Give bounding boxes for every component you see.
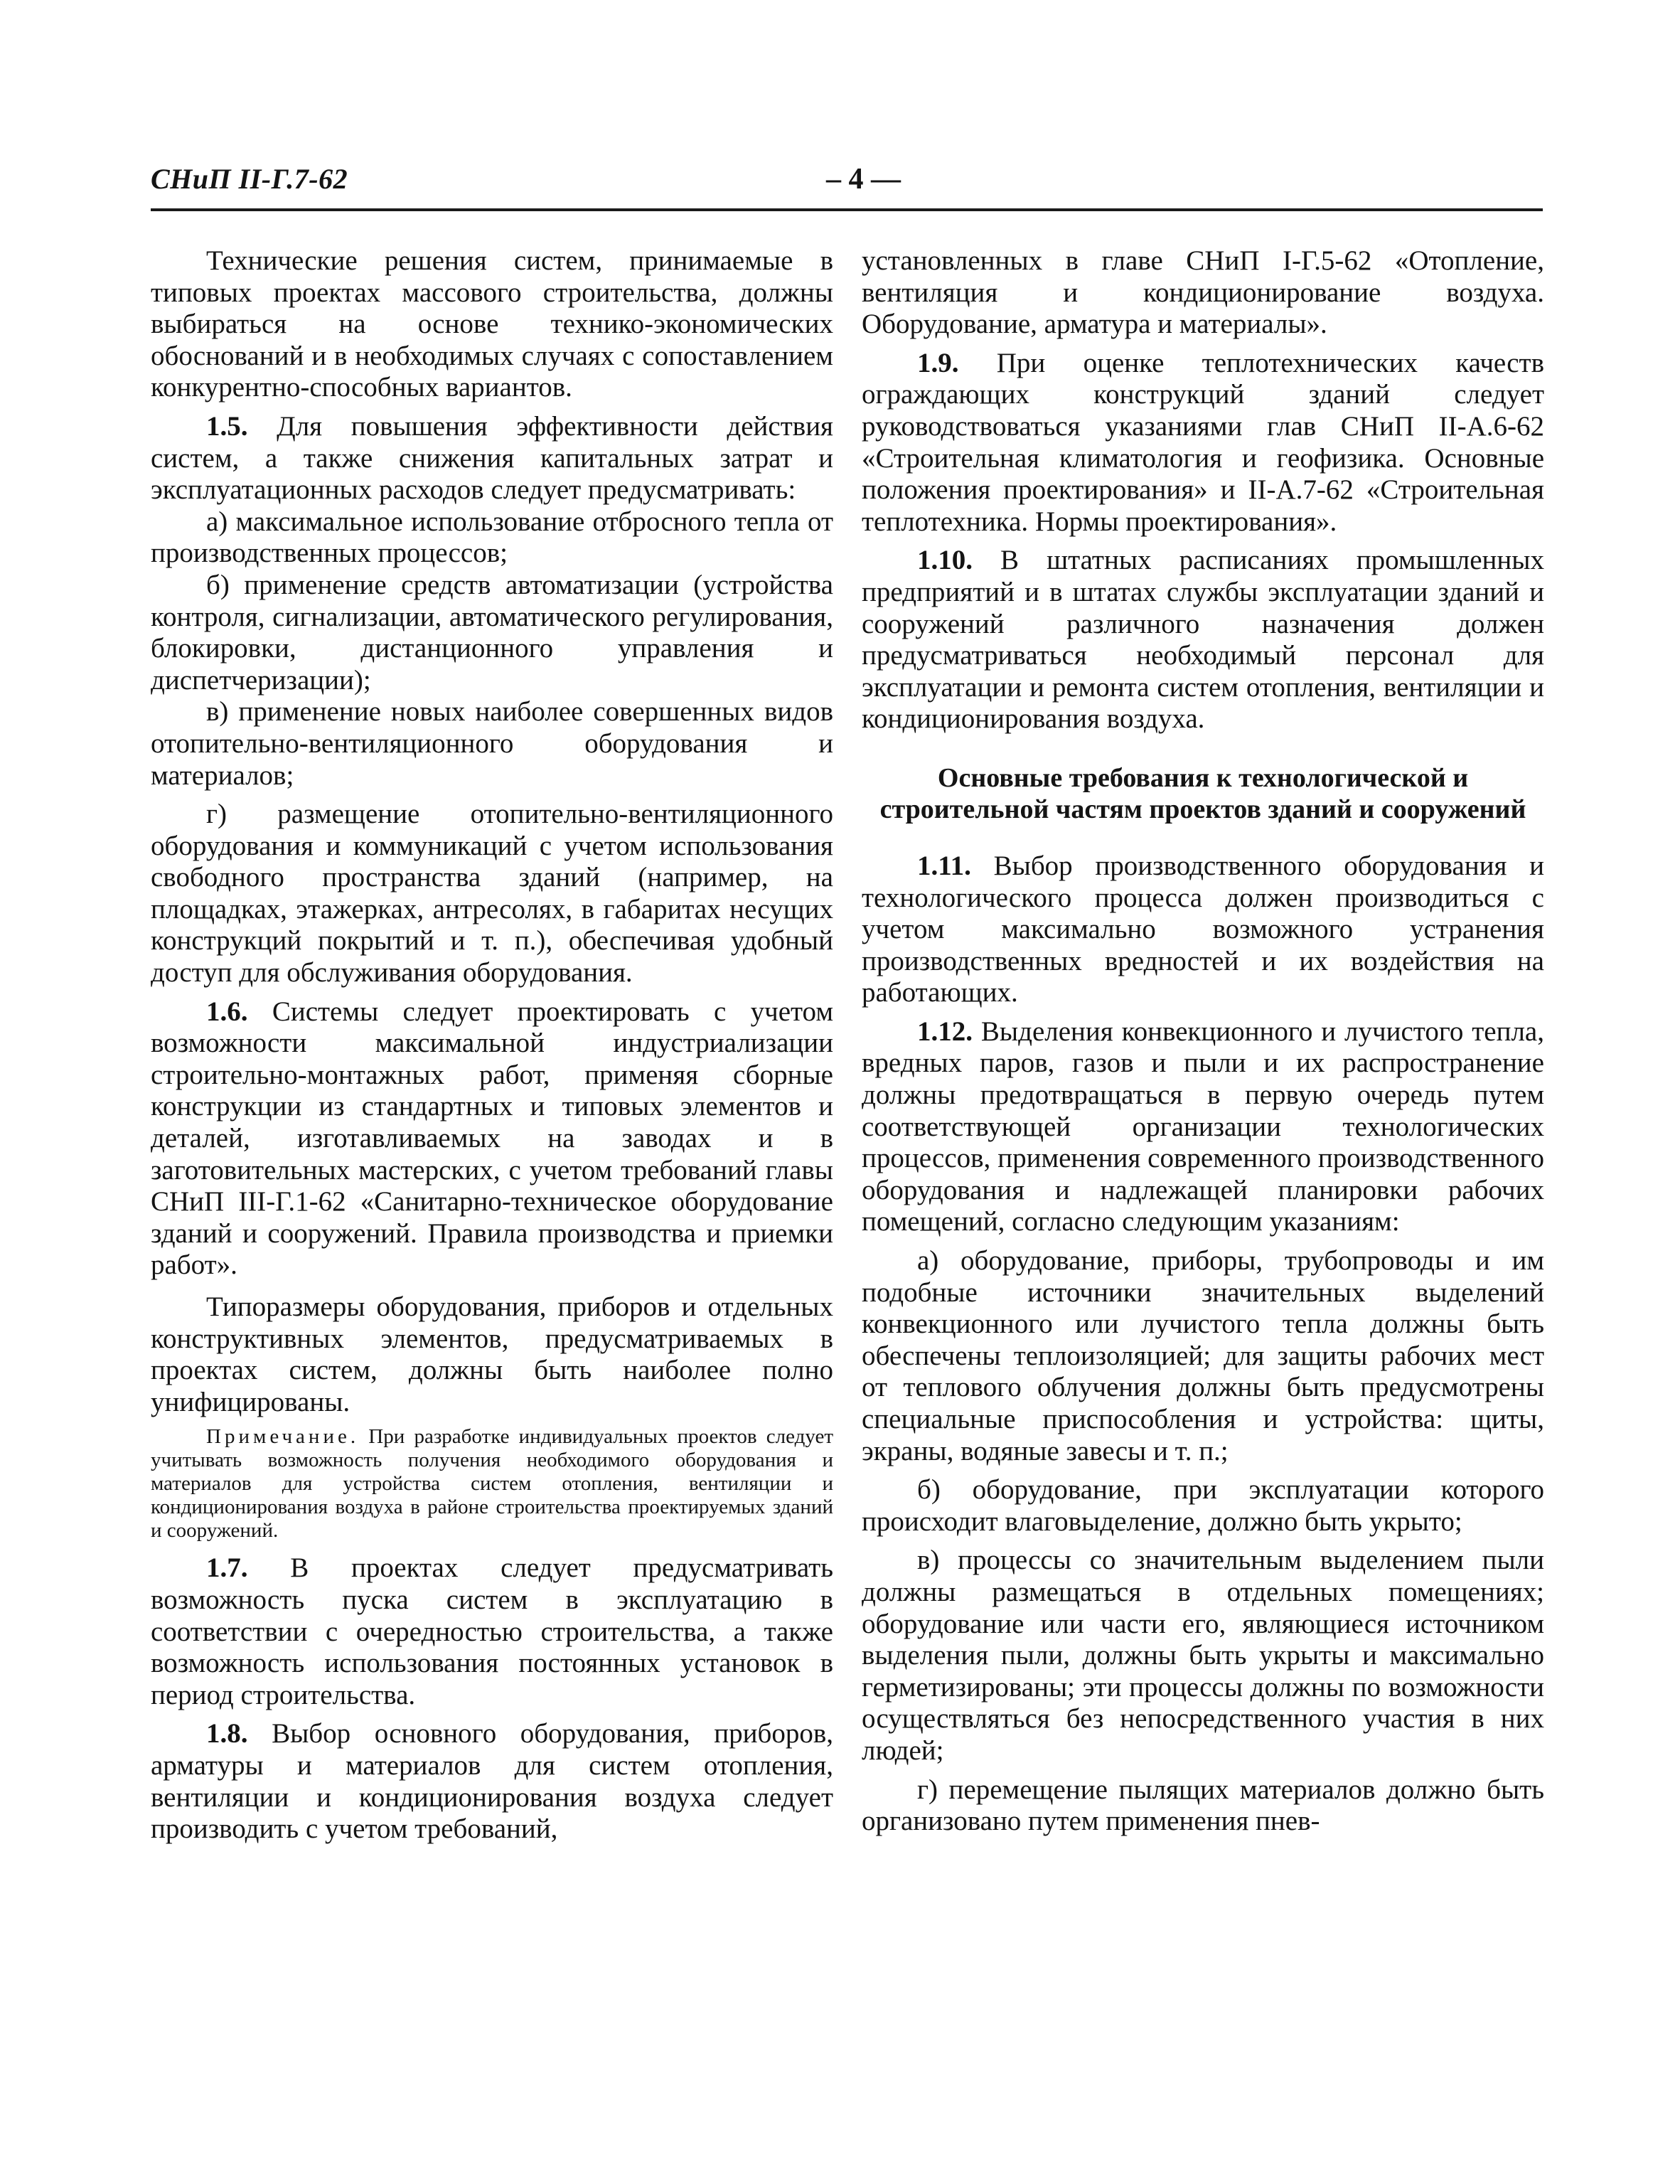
clause-number: 1.9. — [917, 347, 959, 378]
paragraph-technical-solutions: Технические решения систем, принимаемые в типовых проектах массового строительства, должны выбираться на основе технико-экономических обоснований и в необходимых случаях с сопоставлением конкурентно-способных вариантов. — [151, 245, 833, 403]
clause-text: Выбор производственного оборудования и технологического процесса должен производиться с учетом максимально возможного устранения производственных вредностей и их воздействия на работающих. — [862, 850, 1544, 1008]
note-text: При разработке индивидуальных проектов следует учитывать возможность получения необходимого оборудования и материалов для устройства систем отопления, вентиляции и кондиционирования воздуха в районе строительства проектируемых зданий и сооружений. — [151, 1425, 833, 1543]
clause-text: Выбор основного оборудования, приборов, арматуры и материалов для систем отопления, вентиляции и кондиционирования воздуха следует производить с учетом требований, — [151, 1718, 833, 1845]
paragraph-1-5 — [151, 411, 833, 506]
list-item-g: г) размещение отопительно-вентиляционного оборудования и коммуникаций с учетом использования свободного пространства зданий (например, на площадках, этажерках, антресолях, в габаритах несущих конструкций покрытий и т. п.), обеспечивая удобный доступ для обслуживания оборудования. — [151, 799, 833, 989]
section-heading: Основные требования к технологической и строительной частям проектов зданий и сооружений — [879, 762, 1526, 824]
paragraph-1-11 — [862, 851, 1544, 1009]
clause-text: В проектах следует предусматривать возможность пуска систем в эксплуатацию в соответствии с очередностью строительства, а также возможность использования постоянных установок в период строительства. — [151, 1552, 833, 1710]
clause-number: 1.12. — [917, 1016, 973, 1047]
clause-text: В штатных расписаниях промышленных предприятий и в штатах службы эксплуатации зданий и сооружений различного назначения должен предусматриваться необходимый персонал для эксплуатации и ремонта систем отопления, вентиляции и кондиционирования воздуха. — [862, 545, 1544, 735]
header-divider — [151, 208, 1543, 211]
list-item-a: а) максимальное использование отбросного тепла от производственных процессов; — [151, 506, 833, 569]
clause-number: 1.11. — [917, 850, 971, 881]
list-item-a: а) оборудование, приборы, трубопроводы и им подобные источники значительных выделений конвекционного или лучистого тепла должны быть обеспечены теплоизоляцией; для защиты рабочих мест от теплового облучения должны быть предусмотрены специальные приспособления и устройства: щиты, экраны, водяные завесы и т. п.; — [862, 1245, 1544, 1466]
paragraph-1-6 — [151, 996, 833, 1282]
list-item-b: б) применение средств автоматизации (устройства контроля, сигнализации, автоматического регулирования, блокировки, дистанционного управления и диспетчеризации); — [151, 569, 833, 696]
paragraph-1-12 — [862, 1016, 1544, 1238]
clause-number: 1.7. — [206, 1552, 248, 1584]
paragraph-1-7 — [151, 1552, 833, 1711]
paragraph-standard-sizes: Типоразмеры оборудования, приборов и отдельных конструктивных элементов, предусматриваемых в проектах систем, должны быть наиболее полно унифицированы. — [151, 1291, 833, 1417]
clause-text: Выделения конвекционного и лучистого тепла, вредных паров, газов и пыли и их распространение должны предотвращаться в первую очередь путем соответствующей организации технологических процессов, применения современного производственного оборудования и надлежащей планировки рабочих помещений, согласно следующим указаниям: — [862, 1016, 1544, 1237]
clause-number: 1.6. — [206, 996, 248, 1027]
left-column — [151, 245, 833, 1845]
paragraph-continuation: установленных в главе СНиП I-Г.5-62 «Отопление, вентиляция и кондиционирование воздуха. Оборудование, арматура и материалы». — [862, 245, 1544, 340]
paragraph-1-10 — [862, 545, 1544, 735]
clause-number: 1.8. — [206, 1718, 248, 1749]
note-label: Примечание. — [206, 1425, 360, 1449]
clause-number: 1.10. — [917, 545, 973, 576]
page-number: – 4 — — [826, 163, 901, 196]
list-item-g: г) перемещение пылящих материалов должно быть организовано путем применения пнев- — [862, 1774, 1544, 1837]
right-column — [862, 245, 1544, 1838]
paragraph-1-8 — [151, 1718, 833, 1845]
note — [151, 1425, 833, 1543]
clause-text: Системы следует проектировать с учетом возможности максимальной индустриализации строительно-монтажных работ, применяя сборные конструкции из стандартных и типовых элементов и деталей, изготавливаемых на заводах и в заготовительных мастерских, с учетом требований главы СНиП III-Г.1-62 «Санитарно-техническое оборудование зданий и сооружений. Правила производства и приемки работ». — [151, 996, 833, 1281]
list-item-b: б) оборудование, при эксплуатации которого происходит влаговыделение, должно быть укрыто; — [862, 1474, 1544, 1537]
document-code: СНиП II-Г.7-62 — [151, 163, 348, 195]
clause-number: 1.5. — [206, 410, 248, 442]
page-header — [151, 162, 1543, 206]
paragraph-1-9 — [862, 348, 1544, 538]
clause-text: Для повышения эффективности действия систем, а также снижения капитальных затрат и эксплуатационных расходов следует предусматривать: — [151, 410, 833, 506]
clause-text: При оценке теплотехнических качеств ограждающих конструкций зданий следует руководствоваться указаниями глав СНиП II-А.6-62 «Строительная климатология и геофизика. Основные положения проектирования» и II-А.7-62 «Строительная теплотехника. Нормы проектирования». — [862, 347, 1544, 537]
list-item-v: в) применение новых наиболее совершенных видов отопительно-вентиляционного оборудования и материалов; — [151, 696, 833, 791]
list-item-v: в) процессы со значительным выделением пыли должны размещаться в отдельных помещениях; оборудование или части его, являющиеся источником выделения пыли, должны быть укрыты и максимально герметизированы; эти процессы должны по возможности осуществляться без непосредственного участия в них людей; — [862, 1545, 1544, 1766]
